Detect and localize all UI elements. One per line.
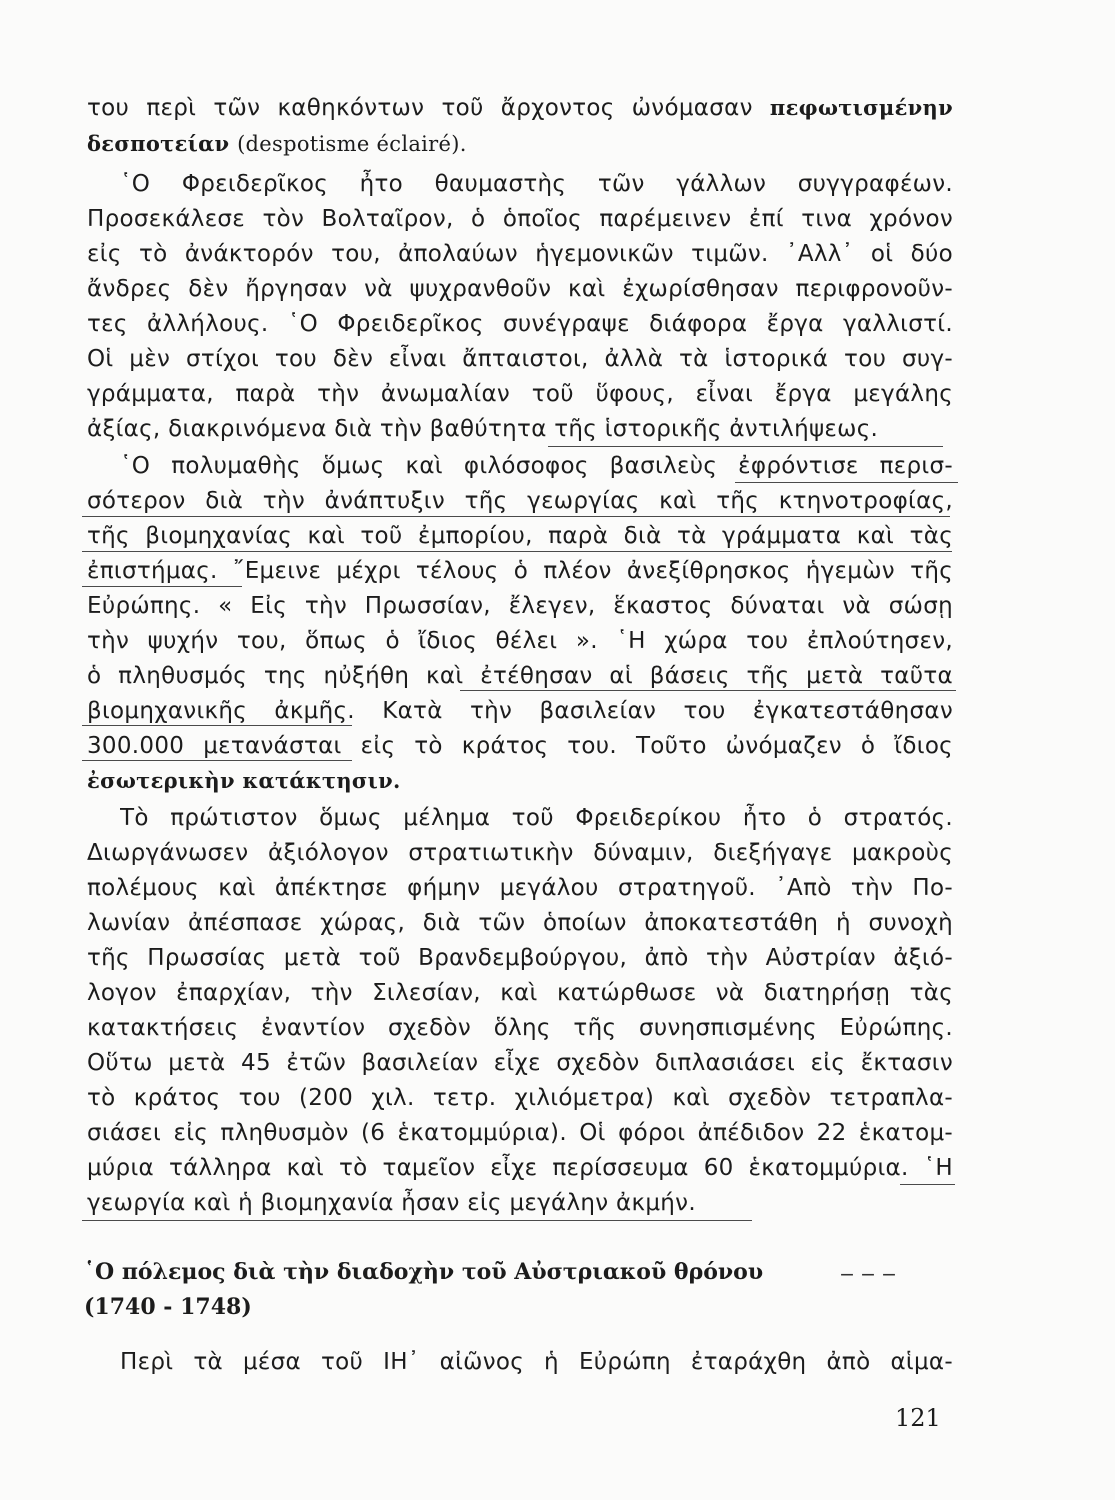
text-line: Περὶ τὰ μέσα τοῦ ΙΗ᾿ αἰῶνος ἡ Εὐρώπη ἐταράχθη ἀπὸ αἱμα- [120, 1349, 953, 1375]
text-line: γράμματα, παρὰ τὴν ἀνωμαλίαν τοῦ ὕφους, εἶναι ἔργα μεγάλης [87, 381, 953, 407]
text-line: κατακτήσεις ἐναντίον σχεδὸν ὅλης τῆς συνησπισμένης Εὐρώπης. [87, 1015, 953, 1041]
pencil-underline [735, 482, 958, 483]
pencil-mark: ‒ ‒ ‒ [840, 1262, 896, 1287]
bold-term: ἐσωτερικὴν κατάκτησιν. [87, 768, 401, 793]
text-line: ῾Ο πολυμαθὴς ὅμως καὶ φιλόσοφος βασιλεὺς ἐφρόντισε περισ- [120, 453, 953, 479]
text-line: Οἱ μὲν στίχοι του δὲν εἶναι ἄπταιστοι, ἀλλὰ τὰ ἱστορικά του συγ- [87, 346, 953, 372]
text-line: Προσεκάλεσε τὸν Βολταῖρον, ὁ ὁποῖος παρέμεινεν ἐπί τινα χρόνον [87, 206, 953, 232]
pencil-underline [82, 551, 952, 552]
text-line: Εὐρώπης. « Εἰς τὴν Πρωσσίαν, ἔλεγεν, ἕκαστος δύναται νὰ σώσῃ [87, 593, 953, 619]
text-line: τὴν ψυχήν του, ὅπως ὁ ἴδιος θέλει ». ῾Η χώρα του ἐπλούτησεν, [87, 628, 953, 654]
text-line: βιομηχανικῆς ἀκμῆς. Κατὰ τὴν βασιλείαν του ἐγκατεστάθησαν [87, 698, 953, 724]
text-line: Διωργάνωσεν ἀξιόλογον στρατιωτικὴν δύναμιν, διεξήγαγε μακροὺς [87, 840, 953, 866]
pencil-underline [82, 760, 352, 761]
text-line: σιάσει εἰς πληθυσμὸν (6 ἑκατομμύρια). Οἱ φόροι ἀπέδιδον 22 ἑκατομ- [87, 1120, 953, 1146]
pencil-underline [900, 1184, 955, 1185]
text-line: Τὸ πρώτιστον ὅμως μέλημα τοῦ Φρειδερίκου ἦτο ὁ στρατός. [120, 805, 953, 831]
latin-term: (despotisme éclairé). [237, 132, 467, 156]
text-line: πολέμους καὶ ἀπέκτησε φήμην μεγάλου στρατηγοῦ. ᾿Απὸ τὴν Πο- [87, 875, 953, 901]
pencil-underline [82, 516, 950, 517]
text-line: σότερον διὰ τὴν ἀνάπτυξιν τῆς γεωργίας καὶ τῆς κτηνοτροφίας, [87, 488, 953, 514]
text-line: ἐπιστήμας. ῎Εμεινε μέχρι τέλους ὁ πλέον ἀνεξίθρησκος ἡγεμὼν τῆς [87, 558, 953, 584]
text-line: εἰς τὸ ἀνάκτορόν του, ἀπολαύων ἡγεμονικῶν τιμῶν. ᾿Αλλ᾿ οἱ δύο [87, 241, 953, 267]
text-line: ὁ πληθυσμός της ηὐξήθη καὶ ἐτέθησαν αἱ βάσεις τῆς μετὰ ταῦτα [87, 663, 953, 689]
bold-term: δεσποτείαν [87, 131, 230, 156]
page-number: 121 [895, 1404, 941, 1432]
bold-term: πεφωτισμένην [769, 95, 953, 120]
text-line: λωνίαν ἀπέσπασε χώρας, διὰ τῶν ὁποίων ἀποκατεστάθη ἡ συνοχὴ [87, 910, 953, 936]
pencil-underline [82, 725, 352, 726]
text-line [87, 92, 953, 124]
text-line: γεωργία καὶ ἡ βιομηχανία ἦσαν εἰς μεγάλην ἀκμήν. [87, 1190, 696, 1216]
pencil-underline [548, 446, 943, 447]
pencil-underline [460, 690, 956, 691]
text-line: 300.000 μετανάσται εἰς τὸ κράτος του. Τοῦτο ὠνόμαζεν ὁ ἴδιος [87, 733, 953, 759]
text-line: τὸ κράτος του (200 χιλ. τετρ. χιλιόμετρα) καὶ σχεδὸν τετραπλα- [87, 1085, 953, 1111]
text-line: τῆς βιομηχανίας καὶ τοῦ ἐμπορίου, παρὰ διὰ τὰ γράμματα καὶ τὰς [87, 523, 953, 549]
text-line [87, 765, 953, 797]
text-line: ῾Ο Φρειδερῖκος ἦτο θαυμαστὴς τῶν γάλλων συγγραφέων. [120, 171, 953, 197]
section-heading-dates: (1740 - 1748) [84, 1294, 252, 1320]
text-line [87, 128, 953, 160]
pencil-underline [82, 586, 242, 587]
text-line: ἄνδρες δὲν ἤργησαν νὰ ψυχρανθοῦν καὶ ἐχωρίσθησαν περιφρονοῦν- [87, 276, 953, 302]
pencil-underline [82, 1220, 752, 1221]
text-line: ἀξίας, διακρινόμενα διὰ τὴν βαθύτητα τῆς ἱστορικῆς ἀντιλήψεως. [87, 416, 879, 442]
text-line: Οὕτω μετὰ 45 ἐτῶν βασιλείαν εἶχε σχεδὸν διπλασιάσει εἰς ἔκτασιν [87, 1050, 953, 1076]
section-heading: ῾Ο πόλεμος διὰ τὴν διαδοχὴν τοῦ Αὐστριακοῦ θρόνου [84, 1259, 764, 1285]
text-fragment: του περὶ τῶν καθηκόντων τοῦ ἄρχοντος ὠνόμασαν [87, 95, 753, 121]
text-line: μύρια τάλληρα καὶ τὸ ταμεῖον εἶχε περίσσευμα 60 ἑκατομμύρια. ῾Η [87, 1155, 953, 1181]
text-line: τες ἀλλήλους. ῾Ο Φρειδερῖκος συνέγραψε διάφορα ἔργα γαλλιστί. [87, 311, 953, 337]
text-line: λογον ἐπαρχίαν, τὴν Σιλεσίαν, καὶ κατώρθωσε νὰ διατηρήσῃ τὰς [87, 980, 953, 1006]
text-line: τῆς Πρωσσίας μετὰ τοῦ Βρανδεμβούργου, ἀπὸ τὴν Αὐστρίαν ἀξιό- [87, 945, 953, 971]
